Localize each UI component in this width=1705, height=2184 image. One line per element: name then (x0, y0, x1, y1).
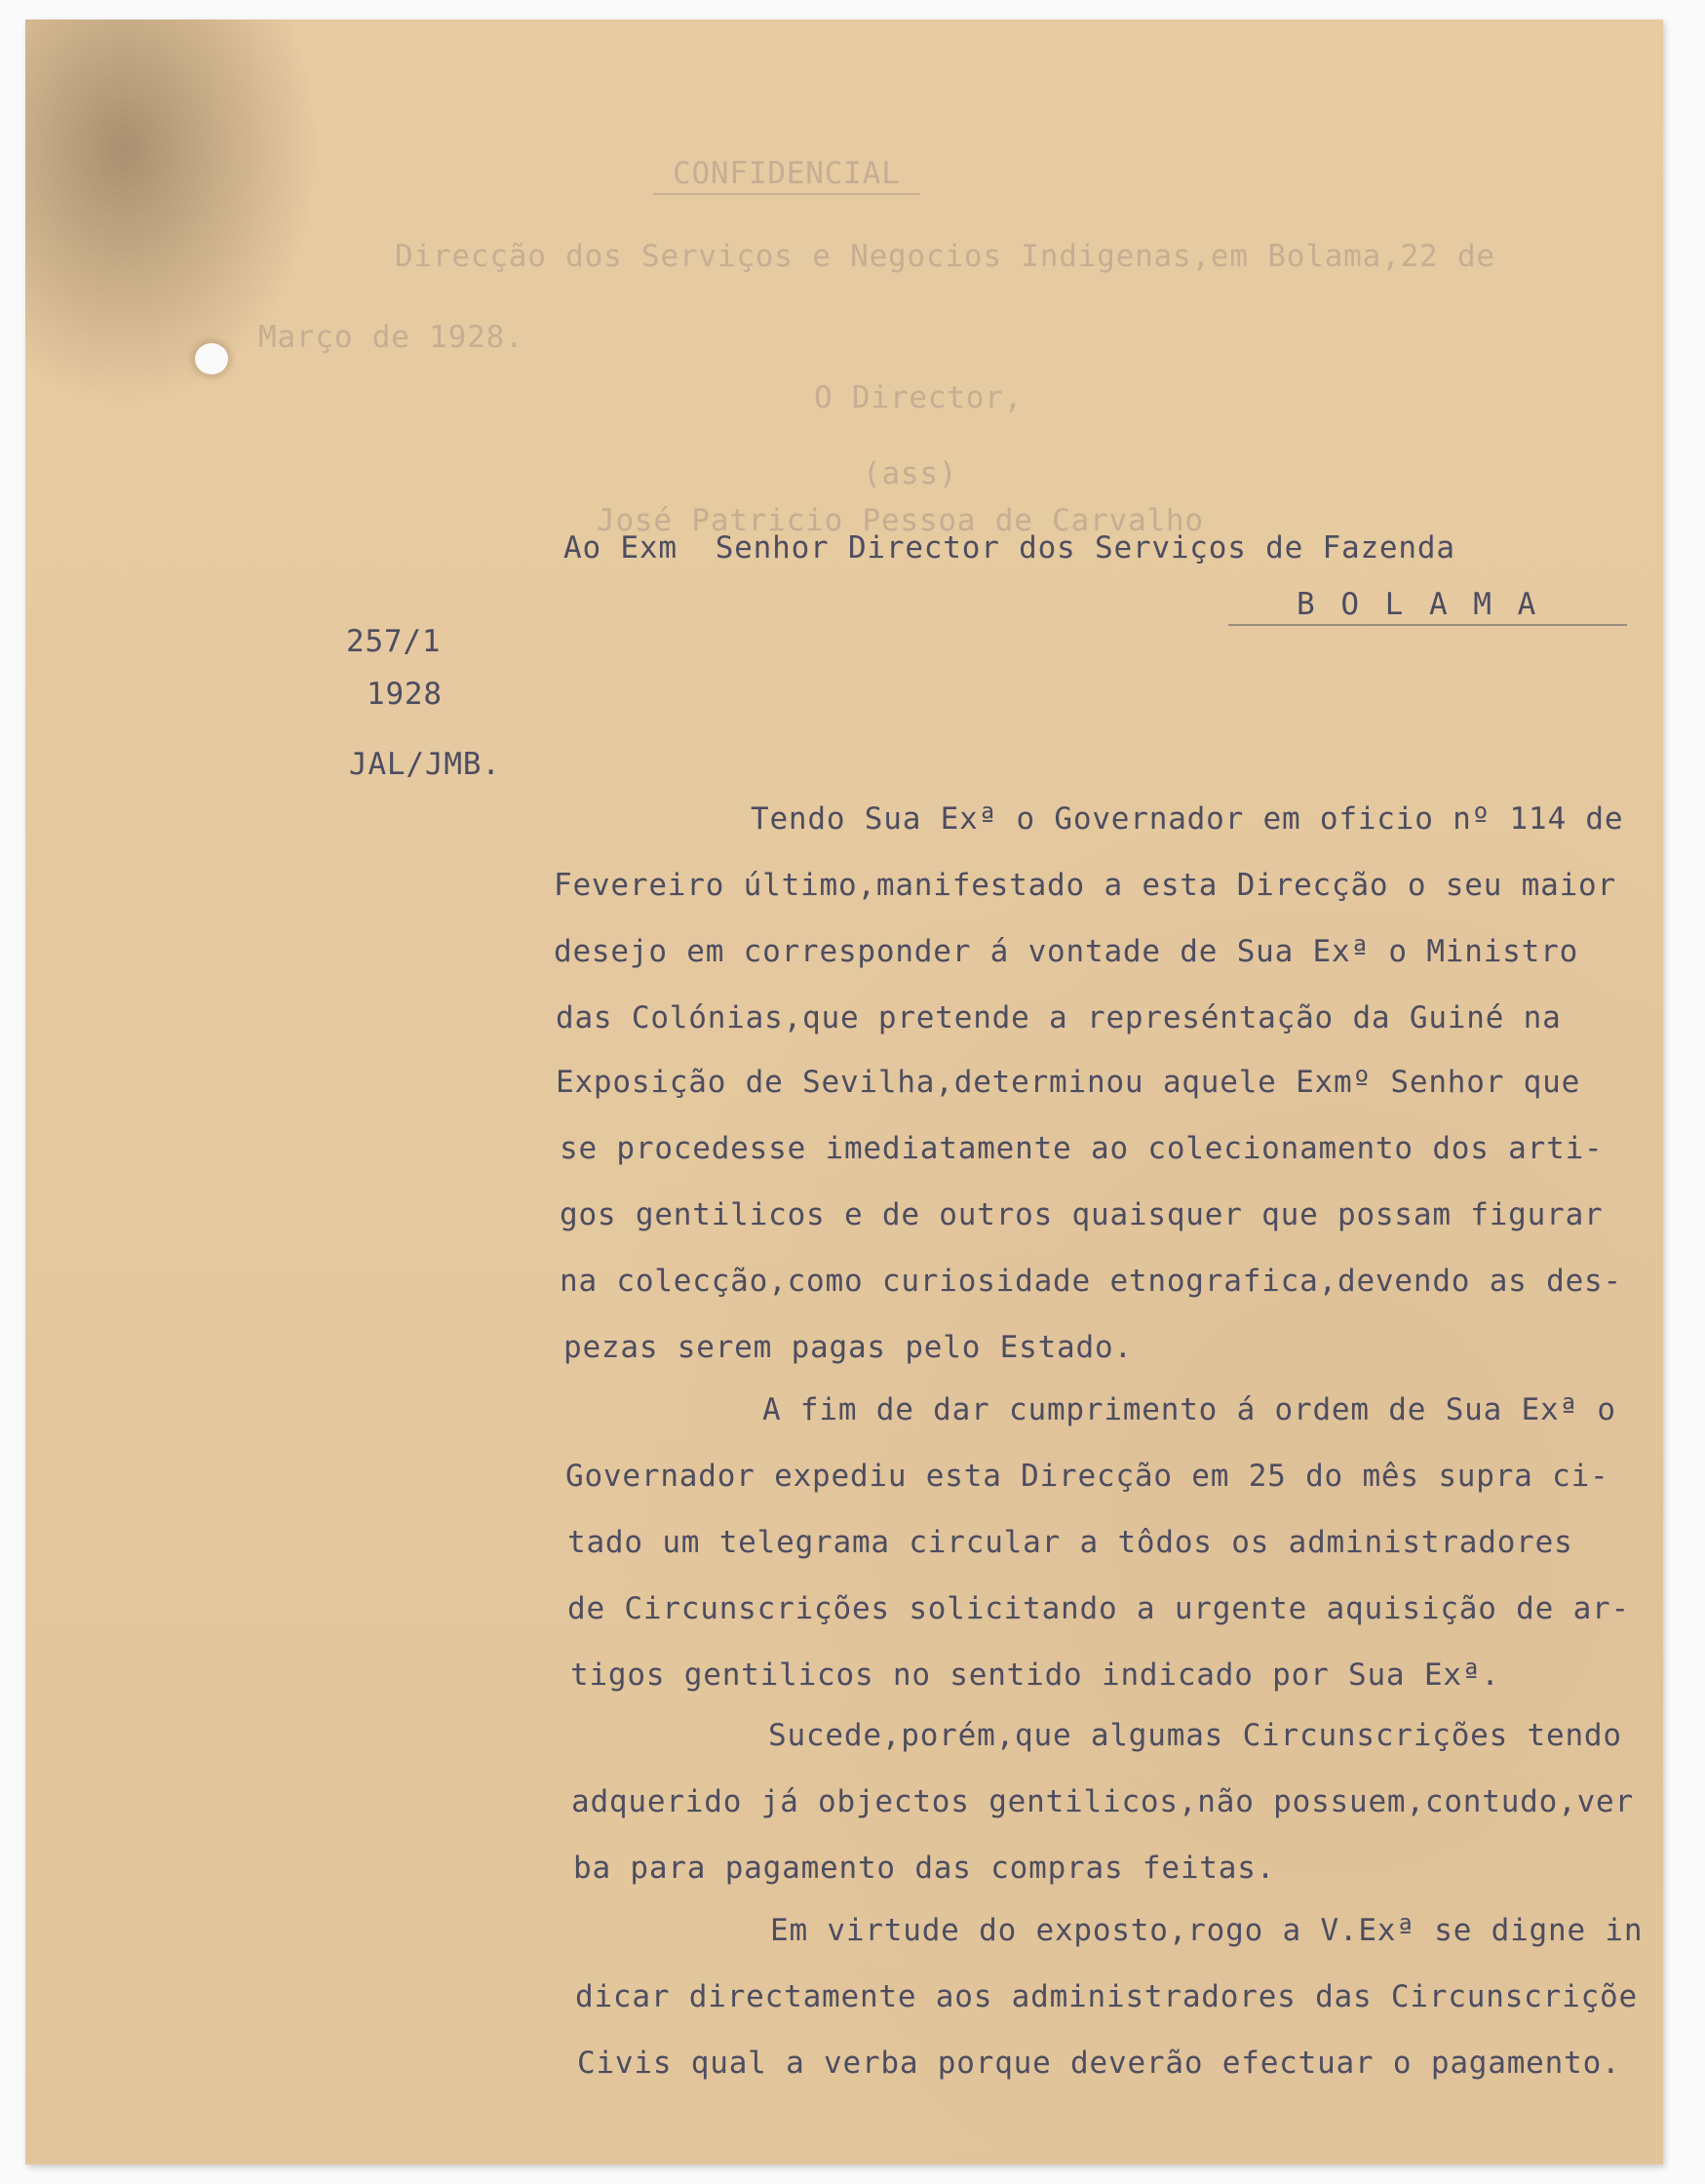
confidential-heading: CONFIDENCIAL (653, 156, 920, 195)
reference-number: 257/1 (346, 624, 442, 659)
body-line-17: ba para pagamento das compras feitas. (573, 1851, 1276, 1886)
body-line-1: Tendo Sua Exª o Governador em oficio nº 114 de (751, 801, 1624, 837)
punch-hole (195, 343, 228, 374)
faint-header-line-1: Direcção dos Serviços e Negocios Indigenas,em Bolama,22 de (395, 239, 1495, 274)
body-line-15: Sucede,porém,que algumas Circunscrições tendo (768, 1718, 1622, 1753)
body-line-4: das Colónias,que pretende a represéntação da Guiné na (556, 1000, 1562, 1035)
body-line-13: de Circunscrições solicitando a urgente aquisição de ar- (567, 1591, 1630, 1626)
body-line-3: desejo em corresponder á vontade de Sua Exª o Ministro (554, 934, 1579, 969)
body-line-18: Em virtude do exposto,rogo a V.Exª se digne in (770, 1913, 1644, 1948)
faint-header-line-3: O Director, (814, 380, 1024, 415)
addressee-place: B O L A M A (1228, 587, 1627, 626)
faint-header-line-2: Março de 1928. (258, 320, 524, 355)
body-line-2: Fevereiro último,manifestado a esta Direcção o seu maior (554, 868, 1616, 903)
body-line-19: dicar directamente aos administradores das Circunscriçõe (575, 1979, 1638, 2014)
faint-header-line-4: (ass) (863, 456, 958, 491)
body-line-16: adquerido já objectos gentilicos,não possuem,contudo,ver (571, 1784, 1634, 1819)
body-line-8: na colecção,como curiosidade etnografica,devendo as des- (560, 1264, 1622, 1299)
body-line-11: Governador expediu esta Direcção em 25 do mês supra ci- (565, 1459, 1609, 1494)
reference-initials: JAL/JMB. (349, 747, 501, 782)
body-line-7: gos gentilicos e de outros quaisquer que possam figurar (560, 1197, 1604, 1232)
body-line-6: se procedesse imediatamente ao colecionamento dos arti- (560, 1131, 1604, 1166)
body-line-10: A fim de dar cumprimento á ordem de Sua Exª o (762, 1392, 1616, 1427)
body-line-9: pezas serem pagas pelo Estado. (563, 1330, 1133, 1365)
faint-header-line-5: José Patricio Pessoa de Carvalho (597, 503, 1204, 538)
body-line-12: tado um telegrama circular a tôdos os administradores (567, 1525, 1573, 1560)
body-line-14: tigos gentilicos no sentido indicado por Sua Exª. (570, 1658, 1500, 1693)
body-line-20: Civis qual a verba porque deverão efectuar o pagamento. (577, 2046, 1621, 2081)
addressee-line: Ao Exm Senhor Director dos Serviços de Fazenda (563, 530, 1455, 566)
reference-year: 1928 (367, 677, 443, 712)
body-line-5: Exposição de Sevilha,determinou aquele Exmº Senhor que (556, 1065, 1581, 1100)
